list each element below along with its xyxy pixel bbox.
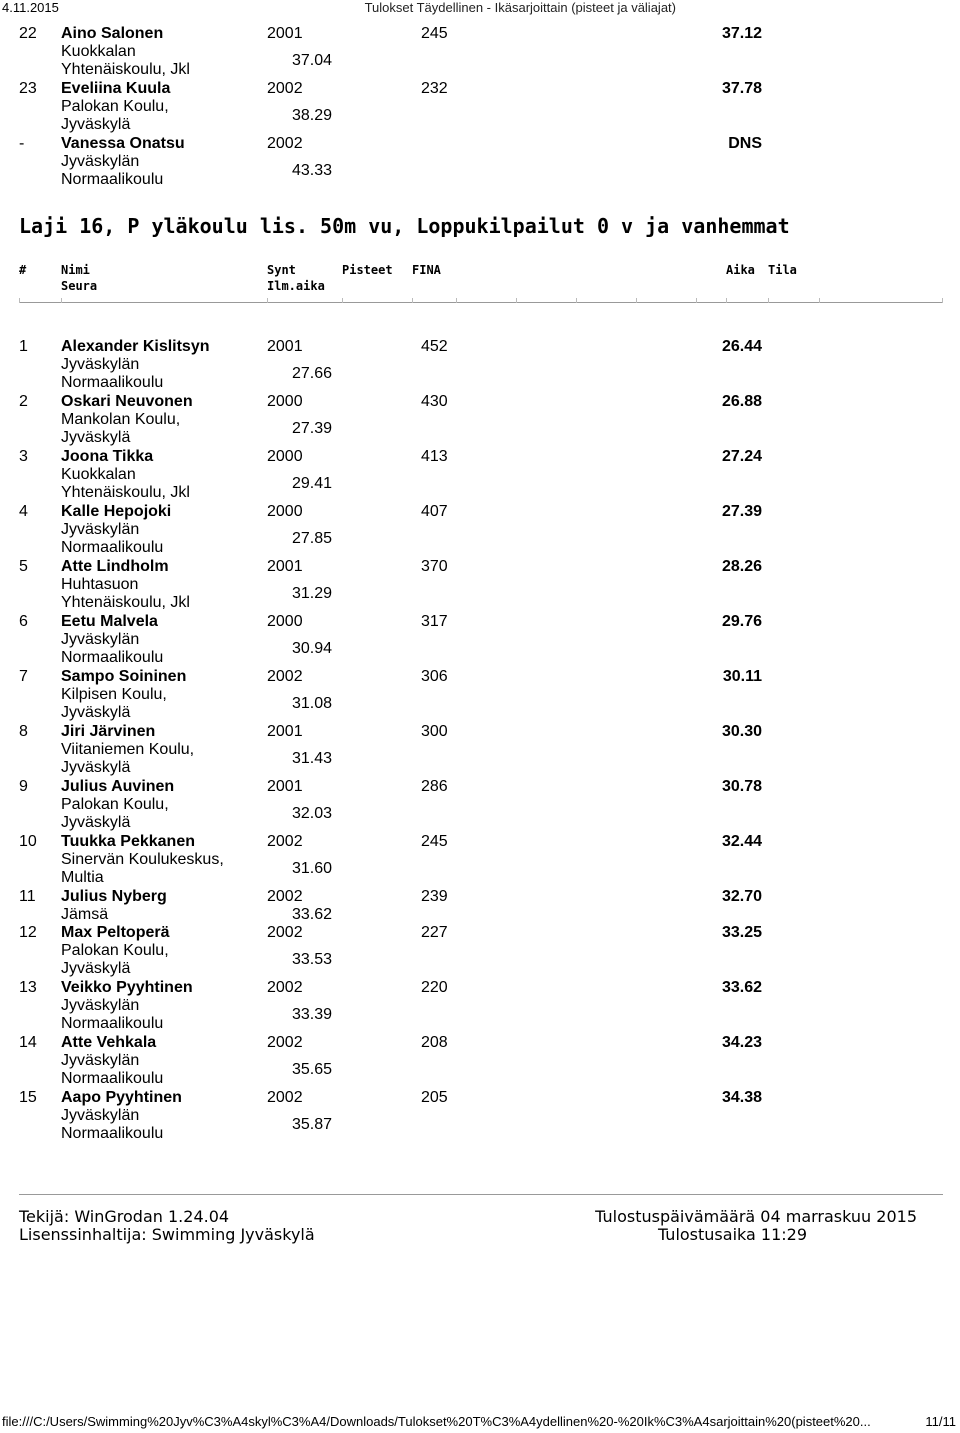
place: 6	[19, 613, 28, 630]
club-line: Normaalikoulu	[61, 1125, 164, 1142]
result-row	[0, 668, 960, 723]
place: 2	[19, 393, 28, 410]
birth-year: 2001	[267, 558, 303, 575]
header-rule-ticks	[19, 298, 943, 304]
swimmer-name: Kalle Hepojoki	[61, 503, 172, 520]
final-time: 26.88	[721, 393, 762, 410]
entry-time: 31.08	[292, 695, 333, 712]
club-line: Jyväskylän	[61, 356, 140, 373]
place: 1	[19, 338, 28, 355]
result-row	[0, 1034, 960, 1089]
entry-time: 31.29	[292, 585, 333, 602]
swimmer-name: Aapo Pyyhtinen	[61, 1089, 182, 1106]
swimmer-name: Atte Vehkala	[61, 1034, 157, 1051]
birth-year: 2002	[267, 833, 303, 850]
swimmer-name: Julius Auvinen	[61, 778, 175, 795]
birth-year: 2002	[267, 668, 303, 685]
club-line: Palokan Koulu,	[61, 796, 169, 813]
print-page-number: 11/11	[925, 1414, 956, 1429]
club-line: Jämsä	[61, 906, 109, 923]
final-time: 33.62	[721, 979, 762, 996]
club-name	[61, 98, 261, 134]
place: -	[19, 135, 25, 152]
club-line: Kilpisen Koulu,	[61, 686, 167, 703]
club-name	[61, 741, 261, 777]
place: 23	[19, 80, 37, 97]
fina-points: 430	[421, 393, 448, 410]
final-time: 32.44	[721, 833, 762, 850]
club-line: Kuokkalan	[61, 43, 136, 60]
fina-points: 370	[421, 558, 448, 575]
club-line: Normaalikoulu	[61, 649, 164, 666]
fina-points: 407	[421, 503, 448, 520]
birth-year: 2000	[267, 613, 303, 630]
club-line: Normaalikoulu	[61, 1070, 164, 1087]
place: 14	[19, 1034, 37, 1051]
final-time: 30.78	[721, 778, 762, 795]
fina-points: 220	[421, 979, 448, 996]
fina-points: 317	[421, 613, 448, 630]
result-row	[0, 924, 960, 979]
result-row	[0, 723, 960, 778]
entry-time: 35.87	[292, 1116, 333, 1133]
birth-year: 2002	[267, 924, 303, 941]
place: 22	[19, 25, 37, 42]
club-line: Normaalikoulu	[61, 171, 164, 188]
final-time: 37.12	[721, 25, 762, 42]
swimmer-name: Veikko Pyyhtinen	[61, 979, 193, 996]
birth-year: 2001	[267, 778, 303, 795]
club-line: Palokan Koulu,	[61, 98, 169, 115]
col-entry: Ilm.aika	[267, 279, 325, 293]
col-status: Tila	[768, 263, 797, 277]
club-line: Normaalikoulu	[61, 539, 164, 556]
fina-points: 452	[421, 338, 448, 355]
final-time: 27.24	[721, 448, 762, 465]
event-title: Laji 16, P yläkoulu lis. 50m vu, Loppukilpailut 0 v ja vanhemmat	[19, 214, 790, 238]
club-line: Yhtenäiskoulu, Jkl	[61, 594, 190, 611]
footer-author: Tekijä: WinGrodan 1.24.04	[19, 1207, 230, 1226]
result-row	[0, 25, 960, 80]
final-time: 26.44	[721, 338, 762, 355]
place: 11	[19, 888, 36, 905]
place: 8	[19, 723, 28, 740]
club-line: Multia	[61, 869, 104, 886]
birth-year: 2000	[267, 503, 303, 520]
club-line: Sinervän Koulukeskus,	[61, 851, 224, 868]
club-name	[61, 576, 261, 612]
birth-year: 2001	[267, 723, 303, 740]
col-year: Synt	[267, 263, 296, 277]
entry-time: 30.94	[292, 640, 333, 657]
club-name	[61, 631, 261, 667]
swimmer-name: Aino Salonen	[61, 25, 164, 42]
entry-time: 31.43	[292, 750, 333, 767]
fina-points: 306	[421, 668, 448, 685]
club-line: Jyväskylä	[61, 814, 131, 831]
club-name	[61, 356, 261, 392]
final-time: 32.70	[721, 888, 762, 905]
birth-year: 2002	[267, 888, 303, 905]
club-name	[61, 851, 261, 887]
club-line: Jyväskylä	[61, 116, 131, 133]
col-name: Nimi	[61, 263, 90, 277]
result-row	[0, 613, 960, 668]
club-line: Jyväskylän	[61, 631, 140, 648]
result-row	[0, 979, 960, 1034]
final-time: 30.30	[721, 723, 762, 740]
swimmer-name: Julius Nyberg	[61, 888, 167, 905]
club-line: Yhtenäiskoulu, Jkl	[61, 61, 190, 78]
result-row	[0, 448, 960, 503]
fina-points: 286	[421, 778, 448, 795]
entry-time: 27.85	[292, 530, 333, 547]
club-name	[61, 1107, 261, 1143]
entry-time: 43.33	[292, 162, 333, 179]
swimmer-name: Max Peltoperä	[61, 924, 170, 941]
place: 4	[19, 503, 28, 520]
club-name	[61, 153, 261, 189]
swimmer-name: Tuukka Pekkanen	[61, 833, 195, 850]
result-row	[0, 833, 960, 888]
final-time: 33.25	[721, 924, 762, 941]
col-time: Aika	[726, 263, 755, 277]
result-row	[0, 558, 960, 613]
final-time: 27.39	[721, 503, 762, 520]
club-line: Normaalikoulu	[61, 374, 164, 391]
swimmer-name: Eveliina Kuula	[61, 80, 171, 97]
club-line: Jyväskylän	[61, 1052, 140, 1069]
club-name	[61, 411, 261, 447]
club-name	[61, 466, 261, 502]
final-time: 28.26	[721, 558, 762, 575]
print-date-header: 4.11.2015	[2, 0, 59, 15]
entry-time: 32.03	[292, 805, 333, 822]
club-line: Jyväskylä	[61, 759, 131, 776]
entry-time: 27.39	[292, 420, 333, 437]
club-line: Jyväskylä	[61, 960, 131, 977]
place: 3	[19, 448, 28, 465]
club-line: Jyväskylän	[61, 1107, 140, 1124]
column-headers	[0, 263, 960, 303]
birth-year: 2001	[267, 25, 303, 42]
entry-time: 27.66	[292, 365, 333, 382]
col-num: #	[19, 263, 27, 277]
col-points: Pisteet	[342, 263, 393, 277]
birth-year: 2002	[267, 979, 303, 996]
place: 12	[19, 924, 37, 941]
swimmer-name: Vanessa Onatsu	[61, 135, 185, 152]
entry-time: 33.39	[292, 1006, 333, 1023]
fina-points: 205	[421, 1089, 448, 1106]
birth-year: 2002	[267, 135, 303, 152]
final-time: 37.78	[721, 80, 762, 97]
swimmer-name: Sampo Soininen	[61, 668, 187, 685]
club-line: Palokan Koulu,	[61, 942, 169, 959]
footer-print-time: Tulostusaika 11:29	[657, 1225, 807, 1244]
final-time: 34.23	[721, 1034, 762, 1051]
place: 7	[19, 668, 28, 685]
swimmer-name: Oskari Neuvonen	[61, 393, 193, 410]
swimmer-name: Alexander Kislitsyn	[61, 338, 210, 355]
fina-points: 208	[421, 1034, 448, 1051]
result-row	[0, 1089, 960, 1144]
final-time: DNS	[728, 135, 762, 152]
club-name	[61, 906, 261, 924]
club-name	[61, 942, 261, 978]
birth-year: 2002	[267, 1089, 303, 1106]
fina-points: 232	[421, 80, 448, 97]
place: 13	[19, 979, 37, 996]
club-line: Jyväskylän	[61, 521, 140, 538]
birth-year: 2001	[267, 338, 303, 355]
birth-year: 2002	[267, 80, 303, 97]
entry-time: 35.65	[292, 1061, 333, 1078]
footer-licensee: Lisenssinhaltija: Swimming Jyväskylä	[19, 1225, 315, 1244]
club-name	[61, 1052, 261, 1088]
birth-year: 2000	[267, 393, 303, 410]
print-url: file:///C:/Users/Swimming%20Jyv%C3%A4skyl%C3%A4/Downloads/Tulokset%20T%C3%A4ydellinen%20-%20Ik%C3%A4sarjoittain%20(pisteet%20...	[2, 1414, 871, 1429]
footer-print-date: Tulostuspäivämäärä 04 marraskuu 2015	[595, 1207, 917, 1226]
club-line: Mankolan Koulu,	[61, 411, 181, 428]
result-row	[0, 393, 960, 448]
col-club: Seura	[61, 279, 98, 293]
club-name	[61, 43, 261, 79]
result-row	[0, 338, 960, 393]
swimmer-name: Eetu Malvela	[61, 613, 158, 630]
entry-time: 33.62	[292, 906, 333, 923]
entry-time: 37.04	[292, 52, 333, 69]
club-line: Kuokkalan	[61, 466, 136, 483]
birth-year: 2000	[267, 448, 303, 465]
club-line: Normaalikoulu	[61, 1015, 164, 1032]
club-line: Yhtenäiskoulu, Jkl	[61, 484, 190, 501]
print-title-header: Tulokset Täydellinen - Ikäsarjoittain (pisteet ja väliajat)	[364, 0, 676, 15]
club-name	[61, 521, 261, 557]
place: 10	[19, 833, 37, 850]
club-name	[61, 686, 261, 722]
fina-points: 300	[421, 723, 448, 740]
fina-points: 413	[421, 448, 448, 465]
final-time: 34.38	[721, 1089, 762, 1106]
fina-points: 239	[421, 888, 448, 905]
place: 15	[19, 1089, 37, 1106]
place: 5	[19, 558, 28, 575]
club-line: Jyväskylän	[61, 997, 140, 1014]
footer-rule	[19, 1194, 943, 1195]
fina-points: 227	[421, 924, 448, 941]
swimmer-name: Atte Lindholm	[61, 558, 169, 575]
birth-year: 2002	[267, 1034, 303, 1051]
club-line: Huhtasuon	[61, 576, 139, 593]
entry-time: 29.41	[292, 475, 333, 492]
entry-time: 38.29	[292, 107, 333, 124]
entry-time: 33.53	[292, 951, 333, 968]
swimmer-name: Joona Tikka	[61, 448, 154, 465]
col-fina: FINA	[412, 263, 441, 277]
final-time: 30.11	[722, 668, 762, 685]
result-row	[0, 778, 960, 833]
club-line: Jyväskylä	[61, 704, 131, 721]
fina-points: 245	[421, 833, 448, 850]
result-row	[0, 135, 960, 190]
result-row	[0, 80, 960, 135]
club-name	[61, 997, 261, 1033]
club-name	[61, 796, 261, 832]
final-time: 29.76	[721, 613, 762, 630]
club-line: Jyväskylän	[61, 153, 140, 170]
club-line: Viitaniemen Koulu,	[61, 741, 195, 758]
place: 9	[19, 778, 28, 795]
result-row	[0, 503, 960, 558]
club-line: Jyväskylä	[61, 429, 131, 446]
entry-time: 31.60	[292, 860, 333, 877]
fina-points: 245	[421, 25, 448, 42]
swimmer-name: Jiri Järvinen	[61, 723, 156, 740]
